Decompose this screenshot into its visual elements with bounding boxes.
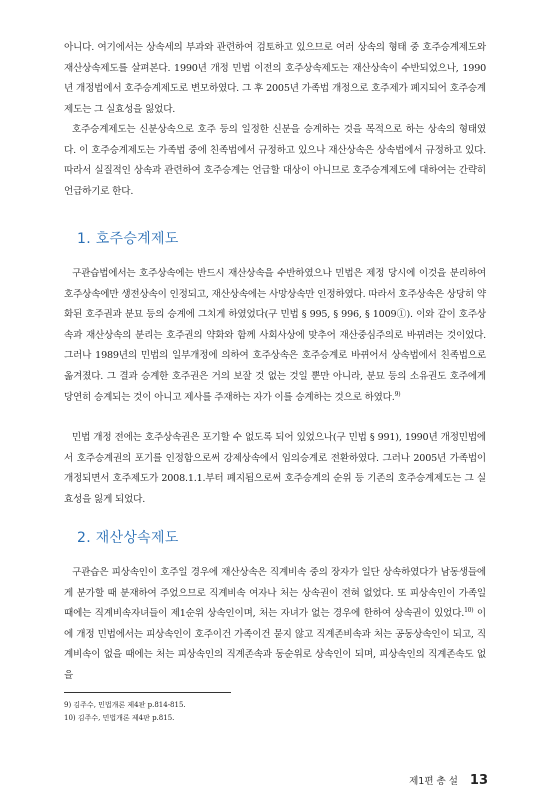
footnote-ref-10: 10) (464, 607, 474, 614)
intro-paragraph-2: 호주승계제도는 신분상속으로 호주 등의 일정한 신분을 승계하는 것을 목적으로 하는 상속의 형태였다. 이 호주승계제도는 가족법 중에 친족법에서 규정하고 있으나 재산상속은 상속법에서 규정하고 있다. 따라서 실질적인 상속과 관련하여 호주승계는 언급할 대상이 아니므로 호주승계제도에 대하여는 간략히 언급하기로 한다. (64, 124, 486, 197)
footnote-9: 9) 김주수, 민법개론 제4판 p.814-815. (64, 701, 186, 709)
page-number: 13 (469, 773, 488, 788)
section1-paragraph-2: 민법 개정 전에는 호주상속권은 포기할 수 없도록 되어 있었으나(구 민법 § 991), 1990년 개정민법에서 호주승계권의 포기를 인정함으로써 강제상속에서 임의승계로 전환하였다. 그러나 2005년 가족법이 개정되면서 호주제도가 2008.1.1.부터 폐지됨으로써 호주승계의 순위 등 기존의 호주승계제도는 그 실효성을 잃게 되었다. (64, 432, 486, 505)
footnote-10: 10) 김주수, 민법개론 제4판 p.815. (64, 714, 175, 722)
section-heading-2: 2. 재산상속제도 (77, 530, 179, 546)
section1-paragraph-1 (64, 264, 486, 408)
intro-paragraph-1: 아니다. 여기에서는 상속세의 부과와 관련하여 검토하고 있으므로 여러 상속의 형태 중 호주승계제도와 재산상속제도를 살펴본다. 1990년 개정 민법 이전의 호주상속제도는 재산상속이 수반되었으나, 1990년 개정법에서 호주승계제도로 변모하였다. 그 후 2005년 가족법 개정으로 호주제가 폐지되어 호주승계제도는 그 실효성을 잃었다. (64, 42, 486, 115)
section2-paragraph-1-text-a: 구관습은 피상속인이 호주일 경우에 재산상속은 직계비속 중의 장자가 일단 상속하였다가 남동생들에게 분가할 때 분재하여 주었으므로 직계비속 여자나 처는 상속권이 전혀 없었다. 또 피상속인이 가족일 때에는 직계비속자녀들이 제1순위 상속인이며, 처는 자녀가 없는 경우에 한하여 상속권이 있었다. (64, 567, 486, 620)
section1-paragraph-1-text: 구관습법에서는 호주상속에는 반드시 재산상속을 수반하였으나 민법은 제정 당시에 이것을 분리하여 호주상속에만 생전상속이 인정되고, 재산상속에는 사망상속만 인정하였다. 따라서 호주상속은 상당히 약화된 호주권과 분묘 등의 승계에 그치게 하였었다(구 민법 § 995, § 996, § 1009①). 이와 같이 호주상속과 재산상속의 분리는 호주권의 약화와 함께 사회사상에 맞추어 재산중심주의로 바뀌려는 것이었다. 그러나 1989년의 민법의 일부개정에 의하여 호주상속은 호주승계로 바뀌어서 상속법에서 친족법으로 옮겨졌다. 그 결과 승계한 호주권은 거의 보잘 것 없는 것일 뿐만 아니라, 분묘 등의 소유권도 호주에게 당연히 승계되는 것이 아니고 제사를 주재하는 자가 이를 승계하는 것으로 하였다. (64, 268, 486, 403)
footnote-divider (64, 692, 231, 693)
section-heading-1: 1. 호주승계제도 (77, 231, 179, 247)
page-footer (409, 773, 488, 788)
footer-section-label: 제1편 총 설 (409, 776, 458, 787)
footnote-ref-9: 9) (394, 390, 401, 398)
section2-paragraph-1-text-b: 이에 개정 민법에서는 피상속인이 호주이건 가족이건 묻지 않고 직계존비속과 처는 공동상속인이 되고, 직계비속이 없을 때에는 처는 피상속인의 직계존속과 동순위로 상속인이 되며, 피상속인의 직계존속도 없을 (64, 608, 487, 681)
section2-paragraph-1 (64, 563, 486, 687)
